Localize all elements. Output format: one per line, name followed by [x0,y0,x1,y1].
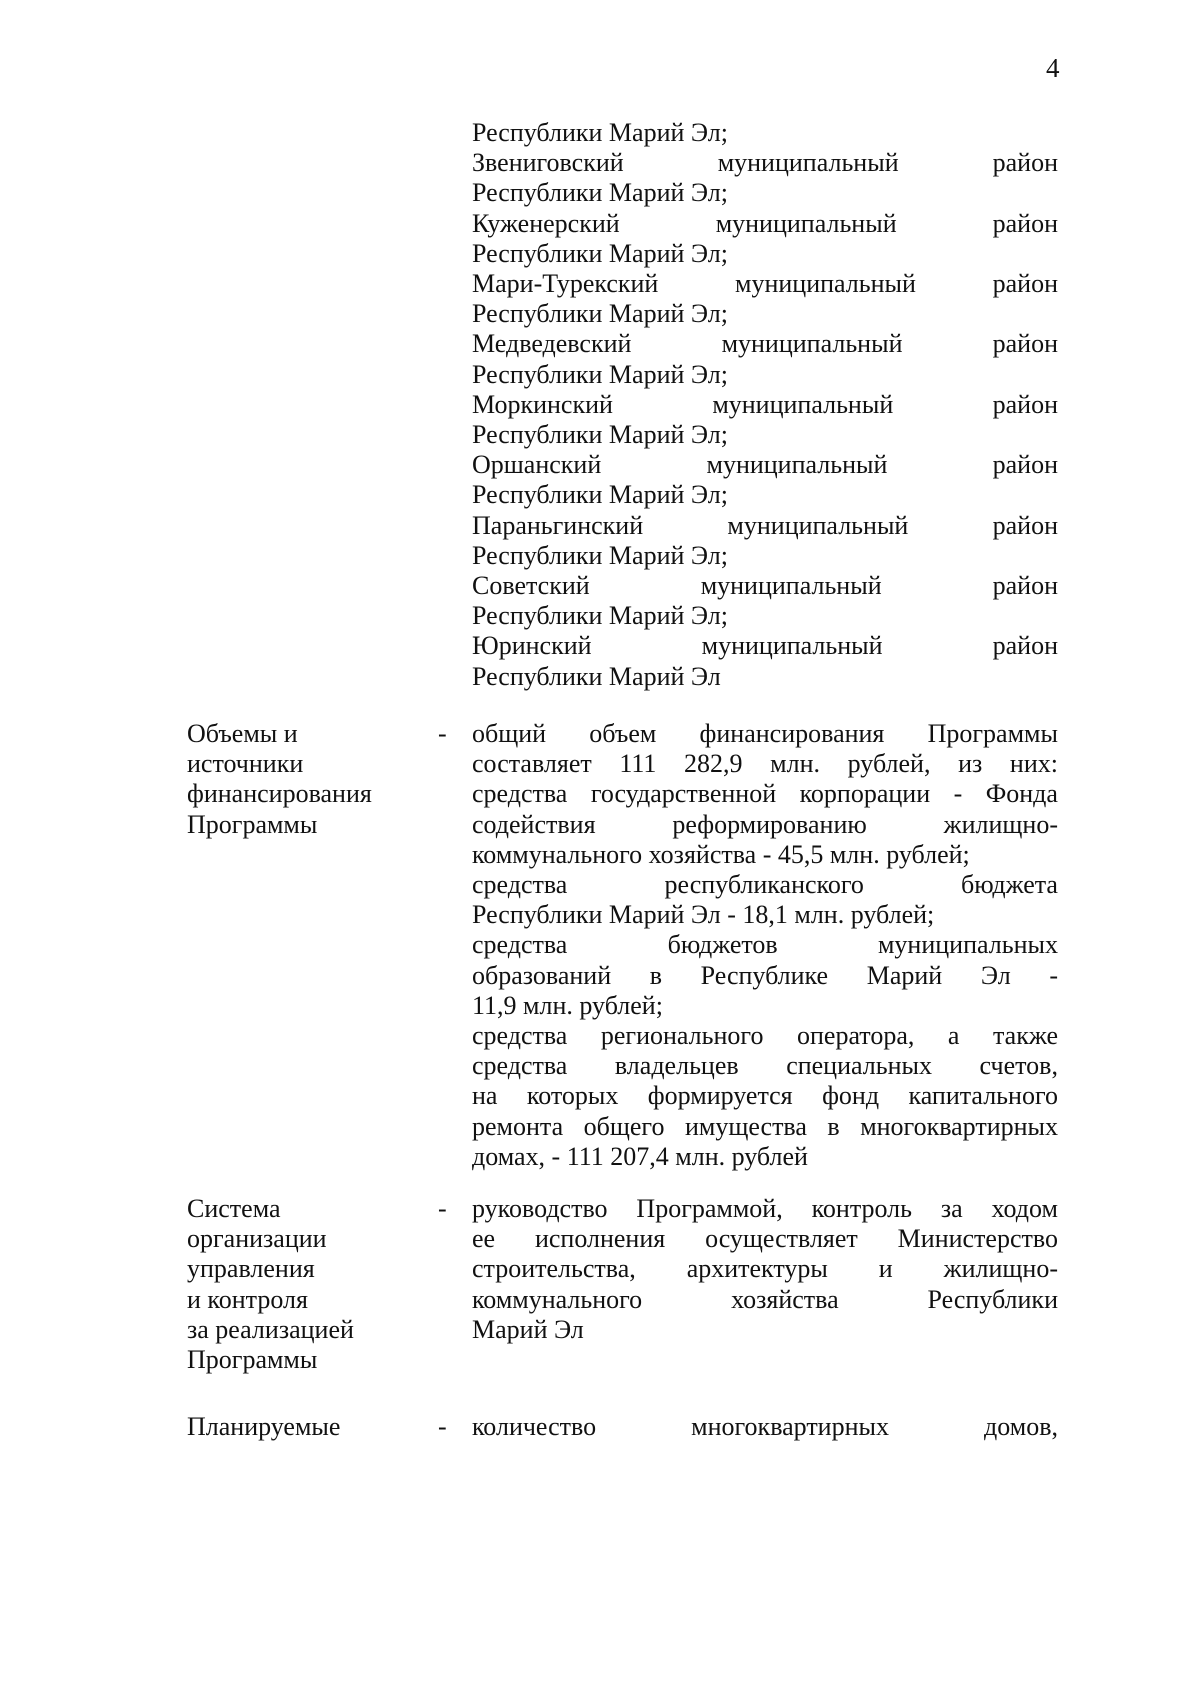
word: Программой, [636,1194,783,1223]
word: Фонда [985,779,1058,809]
district-name-line [472,449,1058,481]
word: 111 [619,749,657,779]
district-text-line: Республики Марий Эл; [472,238,728,268]
word: муниципальный [712,389,894,419]
word: муниципальный [706,450,888,480]
word: муниципальный [735,269,916,298]
management-label-line: Система [187,1194,281,1223]
financing-text-line [472,1020,1058,1052]
financing-text-line [472,1080,1058,1112]
word: содействия [472,809,596,839]
financing-text-line [472,869,1058,901]
word: них: [1009,749,1058,779]
word: Моркинский [472,389,613,419]
word: средства [472,870,568,899]
word: Эл [980,960,1011,990]
district-text-line: Республики Марий Эл; [472,118,728,147]
word: многоквартирных [691,1412,889,1441]
word: рублей, [847,749,931,779]
word: район [992,450,1058,480]
management-label-line: управления [187,1254,315,1284]
district-text-line: Республики Марий Эл [472,661,721,691]
word: муниципальный [717,148,899,178]
word: общий [472,719,547,748]
financing-label-line: источники [187,749,304,779]
word: район [992,269,1058,298]
word: количество [472,1412,597,1441]
word: домов, [984,1412,1058,1441]
financing-text-line [472,960,1058,992]
district-name-line [472,389,1058,421]
word: бюджетов [667,930,778,960]
financing-text-line [472,778,1058,810]
word: район [992,329,1058,359]
word: район [992,631,1058,661]
word: средства [472,1051,568,1081]
district-name-line [472,328,1058,360]
word: муниципальных [877,930,1058,960]
word: на [472,1081,498,1111]
financing-dash: - [438,719,447,748]
word: Советский [472,571,590,600]
management-label-line: и контроля [187,1284,308,1314]
word: составляет [472,749,592,779]
district-name-line [472,268,1058,300]
word: муниципальный [721,329,903,359]
word: средства [472,930,568,960]
word: ремонта [472,1111,564,1141]
word: муниципальный [727,510,909,540]
financing-label-line: финансирования [187,779,372,809]
district-name-line [472,147,1058,179]
management-text-line: Марий Эл [472,1314,584,1344]
word: в [649,960,663,990]
word: многоквартирных [860,1111,1058,1141]
word: общего [583,1111,665,1141]
word: Республики [927,1284,1058,1314]
district-text-line: Республики Марий Эл; [472,480,728,510]
word: имущества [684,1111,807,1141]
district-text-line: Республики Марий Эл; [472,359,728,389]
word: исполнения [534,1224,666,1254]
district-name-line [472,570,1058,602]
word: корпорации [799,779,931,809]
planned-dash: - [438,1412,447,1441]
financing-text-line [472,809,1058,841]
word: счетов, [979,1051,1058,1081]
management-text-line [472,1284,1058,1316]
district-name-line [472,510,1058,542]
word: а [947,1021,960,1050]
word: бюджета [961,870,1058,899]
word: специальных [786,1051,932,1081]
management-label-line: Программы [187,1345,318,1374]
word: руководство [472,1194,608,1223]
word: - [1049,960,1058,990]
word: 282,9 [684,749,743,779]
word: коммунального [472,1284,643,1314]
management-label-line: организации [187,1224,327,1254]
word: из [958,749,983,779]
financing-text-line [472,748,1058,780]
financing-text-line: 11,9 млн. рублей; [472,990,663,1020]
word: район [992,148,1058,178]
page-number: 4 [1046,53,1060,83]
word: Юринский [472,631,592,661]
management-label-line: за реализацией [187,1314,354,1344]
word: район [992,208,1058,238]
word: Марий [866,960,943,990]
financing-text-line [472,929,1058,961]
district-text-line: Республики Марий Эл; [472,540,728,570]
financing-text-line: Республики Марий Эл - 18,1 млн. рублей; [472,900,935,930]
word: объем [589,719,657,748]
planned-label-line: Планируемые [187,1412,341,1441]
word: государственной [590,779,777,809]
word: осуществляет [705,1224,858,1254]
word: за [940,1194,963,1223]
financing-text-line: домах, - 111 207,4 млн. рублей [472,1141,808,1171]
financing-label-line: Программы [187,809,318,839]
financing-text-line [472,718,1058,750]
word: район [992,510,1058,540]
district-text-line: Республики Марий Эл; [472,601,728,631]
word: жилищно- [943,809,1058,839]
financing-text-line [472,1050,1058,1082]
word: Параньгинский [472,510,644,540]
word: финансирования [699,719,885,748]
word: в [827,1111,840,1141]
word: образований [472,960,612,990]
management-dash: - [438,1194,447,1223]
word: муниципальный [701,631,883,661]
word: регионального [600,1021,764,1050]
management-text-line [472,1223,1058,1255]
management-text-line [472,1193,1058,1225]
word: Куженерский [472,208,620,238]
word: - [953,779,963,809]
word: средства [472,1021,568,1050]
word: владельцев [614,1051,739,1081]
word: Республике [700,960,829,990]
word: и [878,1254,893,1284]
word: Медведевский [472,329,632,359]
word: республиканского [664,870,864,899]
district-text-line: Республики Марий Эл; [472,420,728,449]
word: Мари-Турекский [472,269,659,298]
word: средства [472,779,568,809]
financing-text-line [472,1111,1058,1143]
word: капитального [908,1081,1058,1111]
word: строительства, [472,1254,636,1284]
word: архитектуры [686,1254,828,1284]
management-text-line [472,1253,1058,1285]
word: жилищно- [943,1254,1058,1284]
word: хозяйства [731,1284,839,1314]
word: Министерство [897,1224,1058,1254]
financing-text-line: коммунального хозяйства - 45,5 млн. рублей; [472,839,970,869]
district-text-line: Республики Марий Эл; [472,299,728,329]
word: ходом [991,1194,1058,1223]
financing-label-line: Объемы и [187,719,298,748]
word: оператора, [796,1021,915,1050]
district-name-line [472,208,1058,240]
district-text-line: Республики Марий Эл; [472,178,728,208]
word: Звениговский [472,148,624,178]
word: млн. [770,749,821,779]
word: ее [472,1224,496,1254]
word: район [992,389,1058,419]
planned-text-line [472,1411,1058,1443]
word: контроль [811,1194,912,1223]
word: муниципальный [700,571,882,600]
word: формируется [647,1081,793,1111]
word: фонд [822,1081,880,1111]
word: Оршанский [472,450,602,480]
word: которых [526,1081,619,1111]
word: муниципальный [715,208,897,238]
word: реформированию [672,809,867,839]
word: Программы [927,719,1058,748]
word: также [992,1021,1058,1050]
district-name-line [472,630,1058,662]
word: район [992,571,1058,600]
